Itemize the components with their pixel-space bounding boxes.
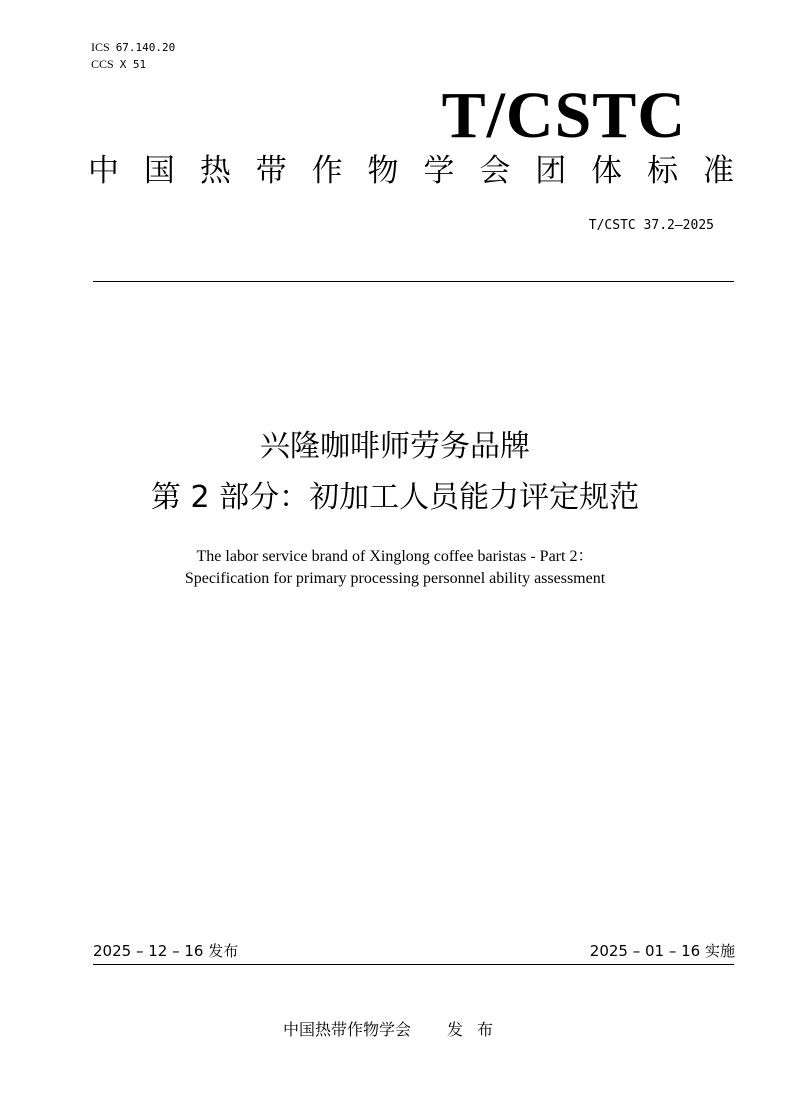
brand-mark: T/CSTC bbox=[441, 79, 686, 152]
classification-codes bbox=[91, 39, 175, 73]
org-char: 国 bbox=[143, 153, 175, 189]
title-line-1: 兴隆咖啡师劳务品牌 bbox=[260, 429, 530, 464]
publisher-line bbox=[0, 1019, 790, 1041]
org-char: 会 bbox=[479, 153, 511, 189]
ccs-line bbox=[91, 56, 175, 73]
org-char: 热 bbox=[199, 153, 231, 189]
publisher-name: 中国热带作物学会 bbox=[282, 1020, 411, 1039]
org-char: 中 bbox=[88, 153, 119, 189]
bottom-divider bbox=[93, 964, 734, 965]
top-divider bbox=[93, 281, 734, 282]
standard-number: T/CSTC 37.2—2025 bbox=[588, 218, 714, 233]
org-char: 物 bbox=[367, 153, 399, 189]
english-title-line-1: The labor service brand of Xinglong coffee baristas - Part 2： bbox=[196, 548, 594, 565]
ics-line bbox=[91, 39, 175, 56]
org-char: 作 bbox=[311, 153, 343, 189]
publish-verb: 发布 bbox=[447, 1020, 508, 1039]
ics-code: 67.140.20 bbox=[115, 41, 176, 54]
implementation-date: 2025 – 01 – 16 实施 bbox=[589, 942, 735, 960]
org-char: 带 bbox=[255, 153, 287, 189]
issue-date: 2025 – 12 – 16 发布 bbox=[93, 942, 239, 960]
org-char: 学 bbox=[423, 153, 455, 189]
ccs-label: CCS bbox=[91, 57, 114, 71]
ics-label: ICS bbox=[91, 40, 110, 54]
org-char: 团 bbox=[535, 153, 567, 189]
title-line-2: 第 2 部分：初加工人员能力评定规范 bbox=[150, 480, 640, 515]
org-char: 体 bbox=[591, 153, 623, 189]
organization-standard-title bbox=[88, 148, 734, 194]
org-char: 准 bbox=[702, 153, 734, 189]
org-char: 标 bbox=[647, 153, 679, 189]
english-title-line-2: Specification for primary processing personnel ability assessment bbox=[184, 570, 606, 587]
ccs-code: X 51 bbox=[119, 58, 147, 71]
